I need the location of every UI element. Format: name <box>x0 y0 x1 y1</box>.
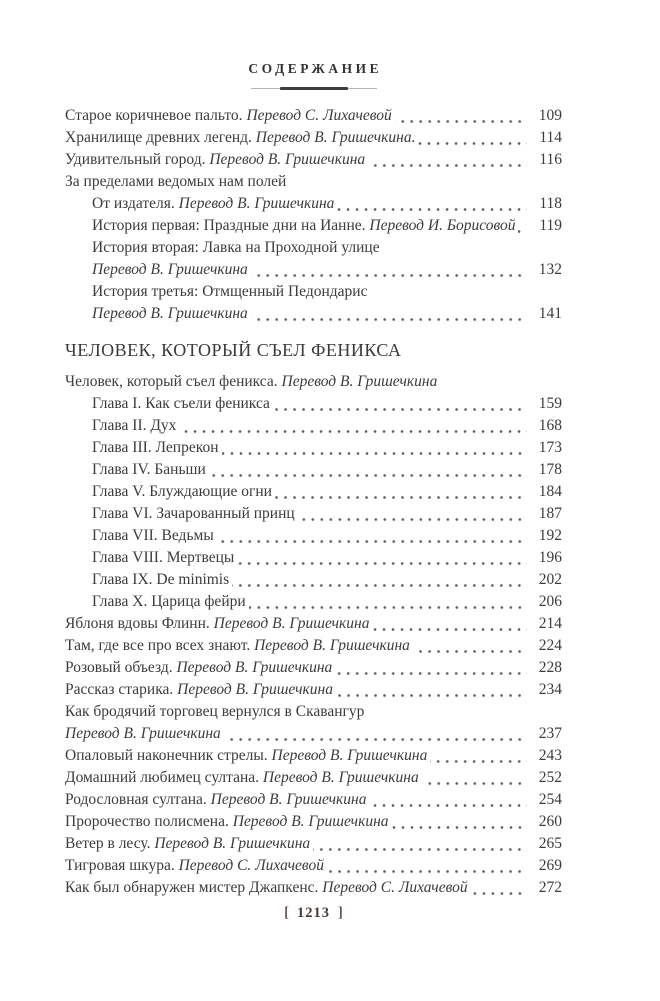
toc-entry <box>65 877 562 899</box>
leader-dots <box>232 569 527 591</box>
entry-page-number: 116 <box>539 151 562 168</box>
toc-entry <box>65 459 562 481</box>
leader-dots <box>273 393 527 415</box>
toc-entry <box>65 657 562 679</box>
entry-title: Как бродячий торговец вернулся в Скавангур <box>65 703 365 720</box>
footer-page-number: 1213 <box>297 905 330 921</box>
entry-translator: Перевод В. Гришечкина <box>213 615 370 632</box>
entry-page-number: 173 <box>538 439 562 456</box>
entry-page-number: 114 <box>539 129 562 146</box>
toc-entry <box>65 855 562 877</box>
entry-page-number: 269 <box>538 857 562 874</box>
entry-translator: Перевод С. Лихачевой <box>322 879 468 896</box>
footer-close-bracket: ] <box>338 905 343 921</box>
leader-dots <box>368 149 527 171</box>
entry-title: Глава VI. Зачарованный принц <box>92 505 295 522</box>
entry-title: Ветер в лесу. Перевод В. Гришечкина <box>65 835 311 852</box>
leader-dots <box>217 525 527 547</box>
leader-dots <box>336 679 527 701</box>
toc-entry <box>65 679 562 701</box>
toc-entry <box>65 437 562 459</box>
leader-dots <box>518 215 527 237</box>
toc-entry <box>65 481 562 503</box>
entry-title <box>92 303 248 325</box>
entry-title: Розовый объезд. Перевод В. Гришечкина <box>65 659 333 676</box>
entry-title: Глава II. Дух <box>92 417 177 434</box>
divider-thick-bar <box>280 87 348 90</box>
entry-page-number: 214 <box>538 615 562 632</box>
entry-page-number: 109 <box>538 107 562 124</box>
entry-page-number: 196 <box>538 549 562 566</box>
entry-translator: Перевод В. Гришечкина. <box>255 129 416 146</box>
entry-page-number: 118 <box>539 195 562 212</box>
entry-page-number: 272 <box>538 879 562 896</box>
toc-entry <box>65 635 562 657</box>
leader-dots <box>224 723 527 745</box>
entry-title: Глава VII. Ведьмы <box>92 527 214 544</box>
toc-entry <box>65 215 562 237</box>
toc-entry <box>65 193 562 215</box>
entry-page-number: 132 <box>538 261 562 278</box>
toc-entry <box>65 281 562 303</box>
entry-title: Человек, который съел феникса. Перевод В. Гришечкина <box>65 373 438 390</box>
leader-dots <box>251 259 527 281</box>
entry-translator: Перевод В. Гришечкина <box>176 659 333 676</box>
leader-dots <box>337 193 527 215</box>
leader-dots <box>430 745 527 767</box>
toc-entry <box>65 569 562 591</box>
toc-entry <box>65 415 562 437</box>
entry-title: Глава VIII. Мертвецы <box>92 549 235 566</box>
entry-page-number: 187 <box>538 505 562 522</box>
toc-entry <box>65 767 562 789</box>
leader-dots <box>395 105 527 127</box>
entry-translator: Перевод В. Гришечкина <box>177 681 333 698</box>
entry-translator: Перевод В. Гришечкина <box>254 637 410 654</box>
entry-title: История вторая: Лавка на Проходной улице <box>92 239 380 256</box>
leader-dots <box>471 877 527 899</box>
toc-entry <box>65 547 562 569</box>
leader-dots <box>372 613 527 635</box>
entry-title: Глава III. Лепрекон <box>92 439 219 456</box>
entry-title: Глава V. Блуждающие огни <box>92 483 272 500</box>
entry-page-number: 234 <box>538 681 562 698</box>
leader-dots <box>298 503 527 525</box>
toc-entry <box>65 149 562 171</box>
entry-title: Там, где все про всех знают. Перевод В. Гришечкина <box>65 637 410 654</box>
leader-dots <box>422 767 527 789</box>
entry-translator: Перевод С. Лихачевой <box>246 107 392 124</box>
entry-translator: Перевод В. Гришечкина <box>210 791 367 808</box>
entry-translator: Перевод И. Борисовой <box>369 217 516 234</box>
entry-title: Глава X. Царица фейри <box>92 593 246 610</box>
leader-dots <box>222 437 527 459</box>
toc-entry <box>65 105 562 127</box>
entry-page-number: 141 <box>538 305 562 322</box>
entry-title <box>92 259 248 281</box>
toc-entry <box>65 613 562 635</box>
entry-title: Опаловый наконечник стрелы. Перевод В. Гришечкина <box>65 747 428 764</box>
entry-page-number: 206 <box>538 593 562 610</box>
page-footer <box>65 903 562 923</box>
entry-page-number: 192 <box>538 527 562 544</box>
entry-title: История третья: Отмщенный Педондарис <box>92 283 368 300</box>
entry-translator: Перевод В. Гришечкина <box>271 747 428 764</box>
toc-entry <box>65 127 562 149</box>
leader-dots <box>369 789 527 811</box>
entry-page-number: 119 <box>539 217 562 234</box>
entry-translator: Перевод В. Гришечкина <box>92 261 248 278</box>
toc-entry <box>65 525 562 547</box>
toc-list <box>65 105 562 899</box>
leader-dots <box>209 459 527 481</box>
entry-page-number: 202 <box>538 571 562 588</box>
leader-dots <box>335 657 527 679</box>
entry-page-number: 178 <box>538 461 562 478</box>
entry-page-number: 184 <box>538 483 562 500</box>
entry-title: Хранилище древних легенд. Перевод В. Гришечкина. <box>65 129 416 146</box>
entry-page-number: 237 <box>538 725 562 742</box>
section-heading: ЧЕЛОВЕК, КОТОРЫЙ СЪЕЛ ФЕНИКСА <box>65 340 402 360</box>
entry-title: Домашний любимец султана. Перевод В. Гришечкина <box>65 769 419 786</box>
toc-entry <box>65 259 562 281</box>
footer-open-bracket: [ <box>284 905 289 921</box>
entry-page-number: 224 <box>538 637 562 654</box>
toc-entry <box>65 811 562 833</box>
entry-translator: Перевод В. Гришечкина <box>154 835 311 852</box>
entry-title: Глава I. Как съели феникса <box>92 395 270 412</box>
entry-title: За пределами ведомых нам полей <box>65 173 287 190</box>
toc-entry <box>65 303 562 325</box>
toc-entry <box>65 745 562 767</box>
leader-dots <box>251 303 527 325</box>
entry-title: Родословная султана. Перевод В. Гришечкина <box>65 791 367 808</box>
toc-entry <box>65 591 562 613</box>
toc-entry <box>65 789 562 811</box>
entry-title: Глава IX. De minimis <box>92 571 230 588</box>
entry-page-number: 252 <box>538 769 562 786</box>
entry-page-number: 260 <box>538 813 562 830</box>
entry-page-number: 228 <box>538 659 562 676</box>
leader-dots <box>418 127 527 149</box>
toc-entry <box>65 833 562 855</box>
entry-translator: Перевод В. Гришечкина <box>65 725 221 742</box>
entry-title: Как был обнаружен мистер Джапкенс. Перевод С. Лихачевой <box>65 879 468 896</box>
entry-title: Старое коричневое пальто. Перевод С. Лихачевой <box>65 107 392 124</box>
leader-dots <box>313 833 527 855</box>
entry-title: Пророчество полисмена. Перевод В. Гришечкина <box>65 813 389 830</box>
toc-entry <box>65 171 562 193</box>
leader-dots <box>327 855 527 877</box>
entry-translator: Перевод В. Гришечкина <box>232 813 389 830</box>
entry-page-number: 265 <box>538 835 562 852</box>
leader-dots <box>237 547 527 569</box>
entry-title: Яблоня вдовы Флинн. Перевод В. Гришечкина <box>65 615 370 632</box>
toc-entry <box>65 393 562 415</box>
entry-page-number: 168 <box>538 417 562 434</box>
entry-title <box>65 723 221 745</box>
toc-entry <box>65 503 562 525</box>
entry-title: История первая: Праздные дни на Ианне. Перевод И. Борисовой <box>92 217 516 234</box>
entry-title: Рассказ старика. Перевод В. Гришечкина <box>65 681 333 698</box>
toc-entry <box>65 723 562 745</box>
page-title: СОДЕРЖАНИЕ <box>248 61 383 76</box>
entry-title: Тигровая шкура. Перевод С. Лихачевой <box>65 857 324 874</box>
entry-title: Глава IV. Баньши <box>92 461 206 478</box>
entry-page-number: 254 <box>538 791 562 808</box>
leader-dots <box>275 481 527 503</box>
entry-translator: Перевод В. Гришечкина <box>209 151 366 168</box>
entry-translator: Перевод С. Лихачевой <box>178 857 324 874</box>
header-divider <box>251 86 377 91</box>
leader-dots <box>392 811 527 833</box>
entry-translator: Перевод В. Гришечкина <box>262 769 419 786</box>
leader-dots <box>413 635 527 657</box>
entry-translator: Перевод В. Гришечкина <box>92 305 248 322</box>
toc-entry <box>65 371 562 393</box>
leader-dots <box>179 415 527 437</box>
toc-entry <box>65 701 562 723</box>
entry-translator: Перевод В. Гришечкина <box>178 195 335 212</box>
entry-title: Удивительный город. Перевод В. Гришечкина <box>65 151 366 168</box>
leader-dots <box>249 591 527 613</box>
toc-entry <box>65 237 562 259</box>
entry-page-number: 243 <box>538 747 562 764</box>
entry-translator: Перевод В. Гришечкина <box>281 373 438 390</box>
entry-page-number: 159 <box>538 395 562 412</box>
entry-title: От издателя. Перевод В. Гришечкина <box>92 195 335 212</box>
